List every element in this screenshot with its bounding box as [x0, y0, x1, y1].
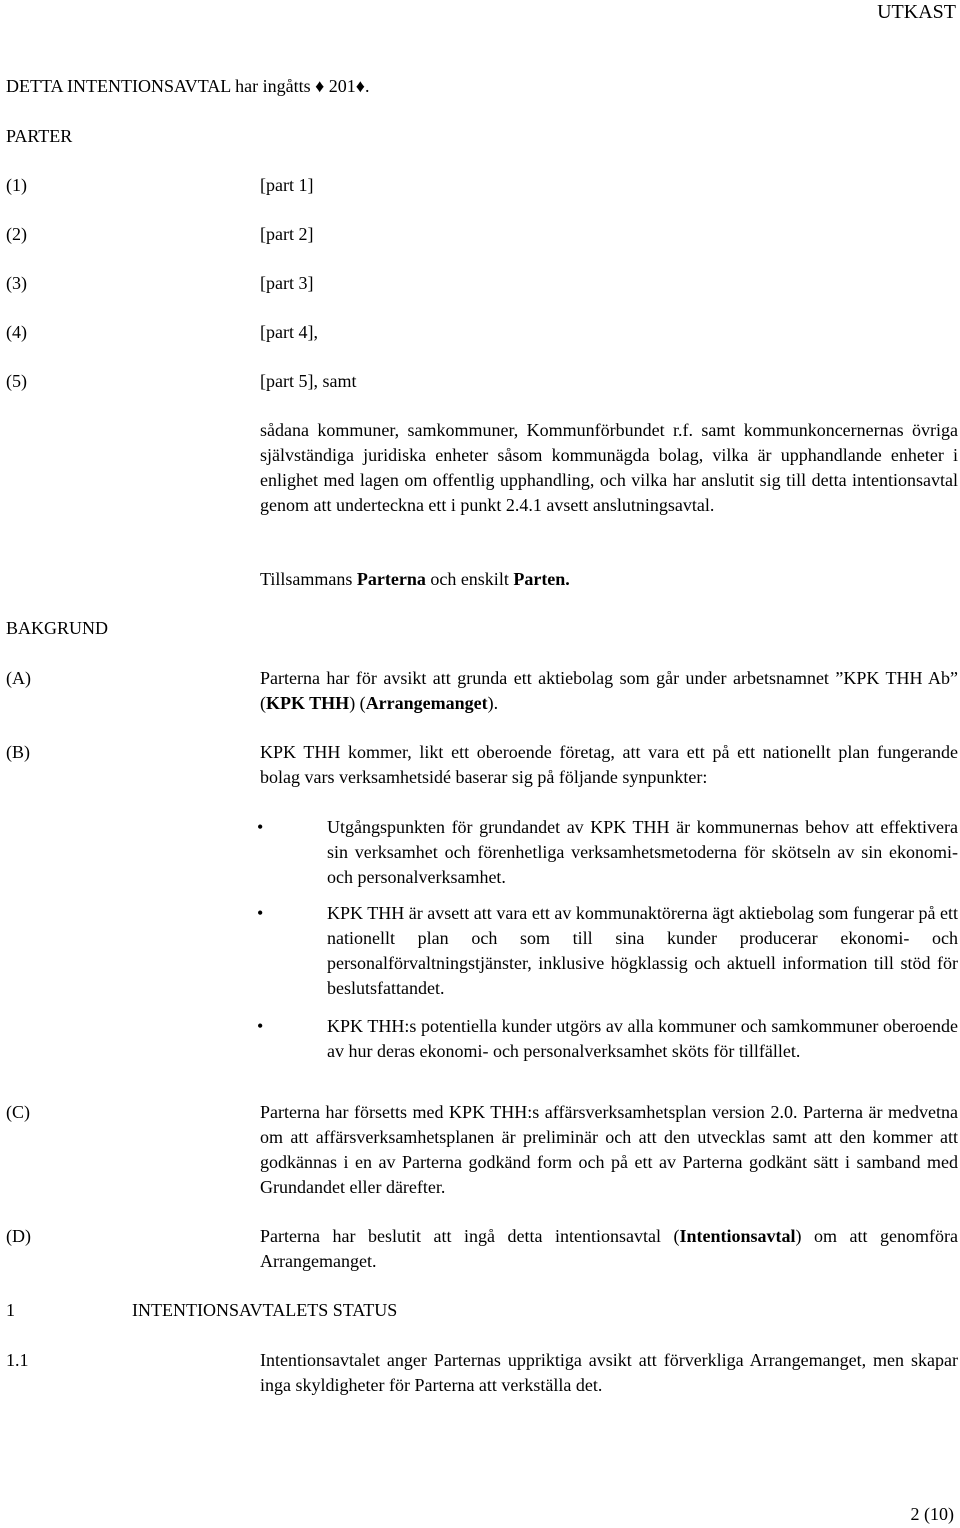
term-arrangemanget: Arrangemanget: [365, 693, 488, 713]
agreement-title: DETTA INTENTIONSAVTAL: [6, 76, 231, 96]
recital-number: (A): [6, 668, 31, 688]
term-intentionsavtal: Intentionsavtal: [679, 1226, 796, 1246]
party-number: (3): [6, 273, 27, 293]
recital-number: (D): [6, 1226, 31, 1246]
party-number: (2): [6, 224, 27, 244]
recital-text: Parterna har för avsikt att grunda ett aktiebolag som går under arbetsnamnet ”KPK THH Ab” (: [260, 668, 958, 713]
bullet-icon: •: [257, 1016, 264, 1036]
recital-number: (B): [6, 742, 30, 762]
bullet-icon: •: [257, 903, 264, 923]
party-name: [part 2]: [260, 224, 314, 244]
intro-sentence: [6, 74, 369, 99]
parties-description: sådana kommuner, samkommuner, Kommunförbundet r.f. samt kommunkoncernernas övriga självständiga juridiska enheter såsom kommunägda bolag, vilka är upphandlande enheter i enlighet med lagen om offentlig upphandling, och vilka har anslutit sig till detta intentionsavtal genom att underteckna ett i punkt 2.4.1 avsett anslutningsavtal.: [260, 420, 958, 515]
recital-text: ) (: [349, 693, 366, 713]
party-number: (4): [6, 322, 27, 342]
term-parten: Parten.: [513, 569, 570, 589]
collective-text: och enskilt: [425, 569, 514, 589]
recital-c: Parterna har försetts med KPK THH:s affärsverksamhetsplan version 2.0. Parterna är medvetna om att affärsverksamhetsplanen är preliminär och att den utvecklas samt att den kommer att godkännas i en av Parterna godkänd form och på ett av Parterna godkänt sätt i samband med Grundandet eller därefter.: [260, 1102, 958, 1197]
clause-number: 1.1: [6, 1350, 29, 1370]
recital-d: [260, 1224, 958, 1274]
parties-collective-definition: [260, 567, 570, 592]
bullet-icon: •: [257, 817, 264, 837]
party-number: (5): [6, 371, 27, 391]
term-kpk-thh: KPK THH: [266, 693, 350, 713]
section-number: 1: [6, 1300, 15, 1320]
recital-b-bullet: Utgångspunkten för grundandet av KPK THH är kommunernas behov att effektivera sin verksamhet och förenhetliga verksamhetsmetoderna för skötseln av sin ekonomi- och personalverksamhet.: [327, 817, 958, 887]
recital-b-bullet: KPK THH:s potentiella kunder utgörs av alla kommuner och samkommuner oberoende av hur deras ekonomi- och personalverksamhet sköts för tillfället.: [327, 1016, 958, 1061]
recital-text: ) om att genomföra Arrangemanget.: [260, 1226, 958, 1271]
party-number: (1): [6, 175, 27, 195]
intro-text: har ingåtts ♦ 201♦.: [230, 76, 370, 96]
recital-text: Parterna har beslutit att ingå detta intentionsavtal (: [260, 1226, 680, 1246]
party-name: [part 5], samt: [260, 371, 357, 391]
recital-b: KPK THH kommer, likt ett oberoende företag, att vara ett på ett nationellt plan fungerande bolag vars verksamhetsidé baserar sig på följande synpunkter:: [260, 742, 958, 787]
collective-text: Tillsammans: [260, 569, 357, 589]
term-parterna: Parterna: [356, 569, 426, 589]
party-name: [part 4],: [260, 322, 318, 342]
recital-number: (C): [6, 1102, 30, 1122]
clause-text: Intentionsavtalet anger Parternas uppriktiga avsikt att förverkliga Arrangemanget, men skapar inga skyldigheter för Parterna att verkställa det.: [260, 1350, 958, 1395]
section-title: INTENTIONSAVTALETS STATUS: [132, 1300, 398, 1320]
recital-a: [260, 666, 958, 716]
recital-text: ).: [487, 693, 499, 713]
background-heading: BAKGRUND: [6, 618, 109, 638]
recital-b-bullet: KPK THH är avsett att vara ett av kommunaktörerna ägt aktiebolag som fungerar på ett nationellt plan och som till sina kunder producerar ekonomi- och personalförvaltningstjänster, inklusive högklassig och aktuell information till stöd för beslutsfattandet.: [327, 903, 958, 998]
draft-label: UTKAST: [877, 1, 956, 23]
party-name: [part 3]: [260, 273, 314, 293]
parties-heading: PARTER: [6, 126, 73, 146]
party-name: [part 1]: [260, 175, 314, 195]
page-number: 2 (10): [910, 1504, 954, 1524]
